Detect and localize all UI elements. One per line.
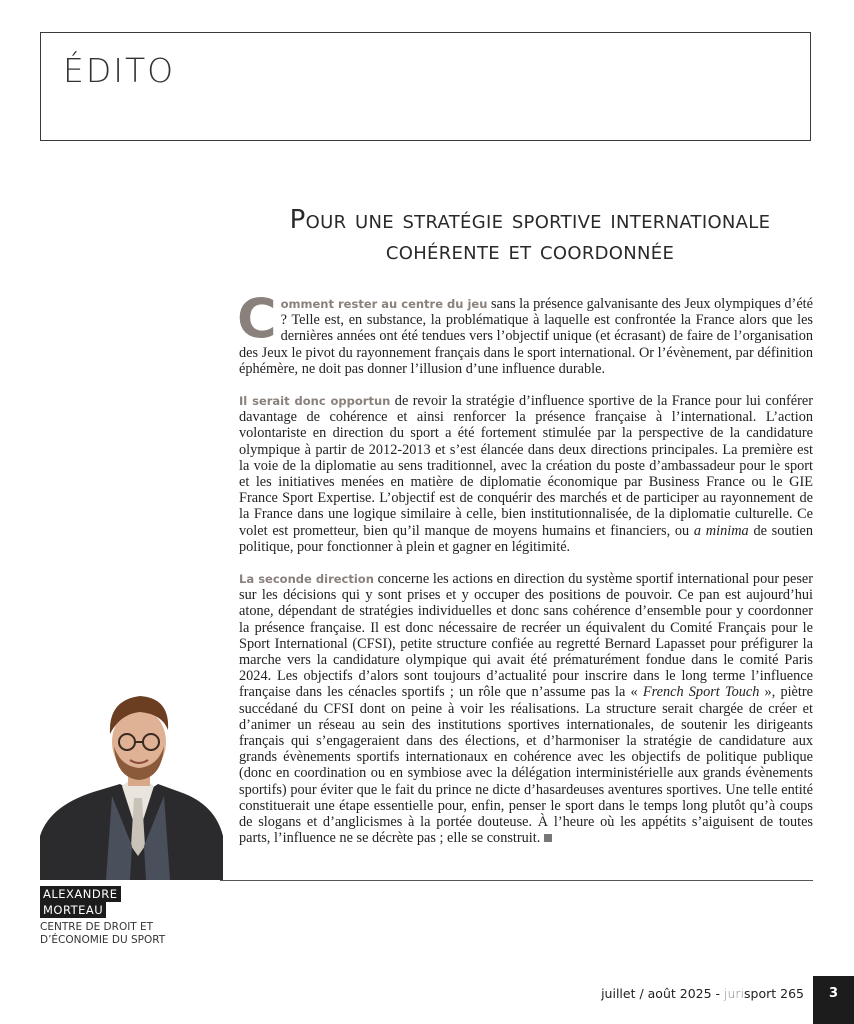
author-last-name: MORTEAU	[40, 902, 106, 918]
paragraph-3-lead: La seconde direction	[239, 572, 374, 587]
paragraph-3-italic: French Sport Touch	[642, 684, 760, 701]
headline-line-2: cohérente et coordonnée	[385, 236, 675, 266]
paragraph-3	[239, 571, 813, 846]
footer-juri: juri	[724, 986, 745, 1001]
paragraph-1	[237, 287, 813, 377]
paragraph-2-italic: a minima	[693, 522, 749, 539]
drop-cap: C	[237, 287, 277, 350]
paragraph-3-text-b: », piètre succédané du CFSI dont on peine à voir les réalisations. La structure serait chargée de créer et d’animer un réseau au sein des institutions sportives internationales, de soutenir les dirigeants français qui s’engageraient dans des élections, et d’harmoniser la stratégie de candidature aux grands évènements sportifs internationaux en cohérence avec les objectifs de politique publique (donc en coordination ou en symbiose avec la délégation interministérielle aux grands évènements sportifs) pour éviter que le fait du prince ne dicte d’hasardeuses aventures sportives. Une telle entité constituerait une étape essentielle pour, enfin, penser le sport dans le temps long plutôt qu’à coups de slogans et d’anglicismes à la portée douteuse. À l’heure où les appétits s’aiguisent de toutes parts, l’influence ne se décrète pas ; elle se construit.	[239, 684, 813, 847]
paragraph-2-lead: Il serait donc opportun	[239, 394, 391, 409]
paragraph-3-text-a: concerne les actions en direction du système sportif international pour peser sur les décisions qui y sont prises et y occuper des positions de pouvoir. Ce pan est aujourd’hui atone, dépendant de stratégies individuelles et donc sans cohérence d’ensemble pour y coordonner la présence française. Il est donc nécessaire de recréer un équivalent du Comité Français pour le Sport International (CFSI), petite structure confiée au regretté Bernard Lapasset pour préfigurer la marche vers la candidature olympique qui avait été prématurément fondue dans le comité Paris 2024. Les objectifs d’alors sont toujours d’actualité pour inscrire dans le long terme l’influence française dans les cénacles sportifs ; un rôle que n’assume pas la «	[239, 571, 813, 701]
footer-date: juillet / août 2025 -	[601, 986, 725, 1001]
author-portrait	[40, 686, 223, 880]
footer-sport: sport 265	[744, 986, 804, 1001]
author-name	[40, 886, 121, 918]
section-header-box	[40, 32, 811, 141]
section-label: ÉDITO	[63, 51, 176, 90]
article-body	[237, 287, 813, 863]
article-headline	[230, 205, 830, 267]
paragraph-1-lead: omment rester au centre du jeu	[280, 297, 488, 311]
paragraph-2-text-b: de soutien politique, pour fonctionner à plein et gagner en légitimité.	[239, 522, 813, 555]
author-first-name: ALEXANDRE	[40, 886, 121, 902]
headline-line-1: Pour une stratégie sportive internationale	[289, 205, 771, 235]
paragraph-2	[239, 393, 813, 555]
end-mark-icon	[544, 834, 552, 842]
bottom-rule	[220, 880, 813, 881]
author-affiliation: CENTRE DE DROIT ET D’ÉCONOMIE DU SPORT	[40, 921, 166, 946]
paragraph-2-text-a: de revoir la stratégie d’influence sportive de la France pour lui conférer davantage de cohérence et ainsi renforcer la présence française à l’international. L’action volontariste en direction du sport a été fortement stimulée par la perspective de la candidature olympique à partir de 2012-2013 et s’est élancée dans deux directions principales. La première est la voie de la diplomatie au sens traditionnel, avec la création du poste d’ambassadeur pour le sport et les initiatives menées en matière de diplomatie économique par Business France ou le GIE France Sport Expertise. L’objectif est de conquérir des marchés et de participer au rayonnement de la France dans une logique similaire à celle, bien institutionnalisée, de la diplomatie culturelle. Ce volet est prometteur, bien qu’il manque de moyens humains et financiers, ou	[239, 393, 813, 539]
page-number: 3	[813, 976, 854, 1024]
paragraph-1-text: sans la présence galvanisante des Jeux olympiques d’été ? Telle est, en substance, la problématique à laquelle est confrontée la France alors que les dernières années ont été tendues vers l’objectif unique (et écrasant) de faire de l’organisation des Jeux le pivot du rayonnement français dans le sport international. Or l’évènement, par définition éphémère, ne doit pas donner l’illusion d’une influence durable.	[239, 296, 813, 377]
footer-issue	[601, 986, 804, 1001]
